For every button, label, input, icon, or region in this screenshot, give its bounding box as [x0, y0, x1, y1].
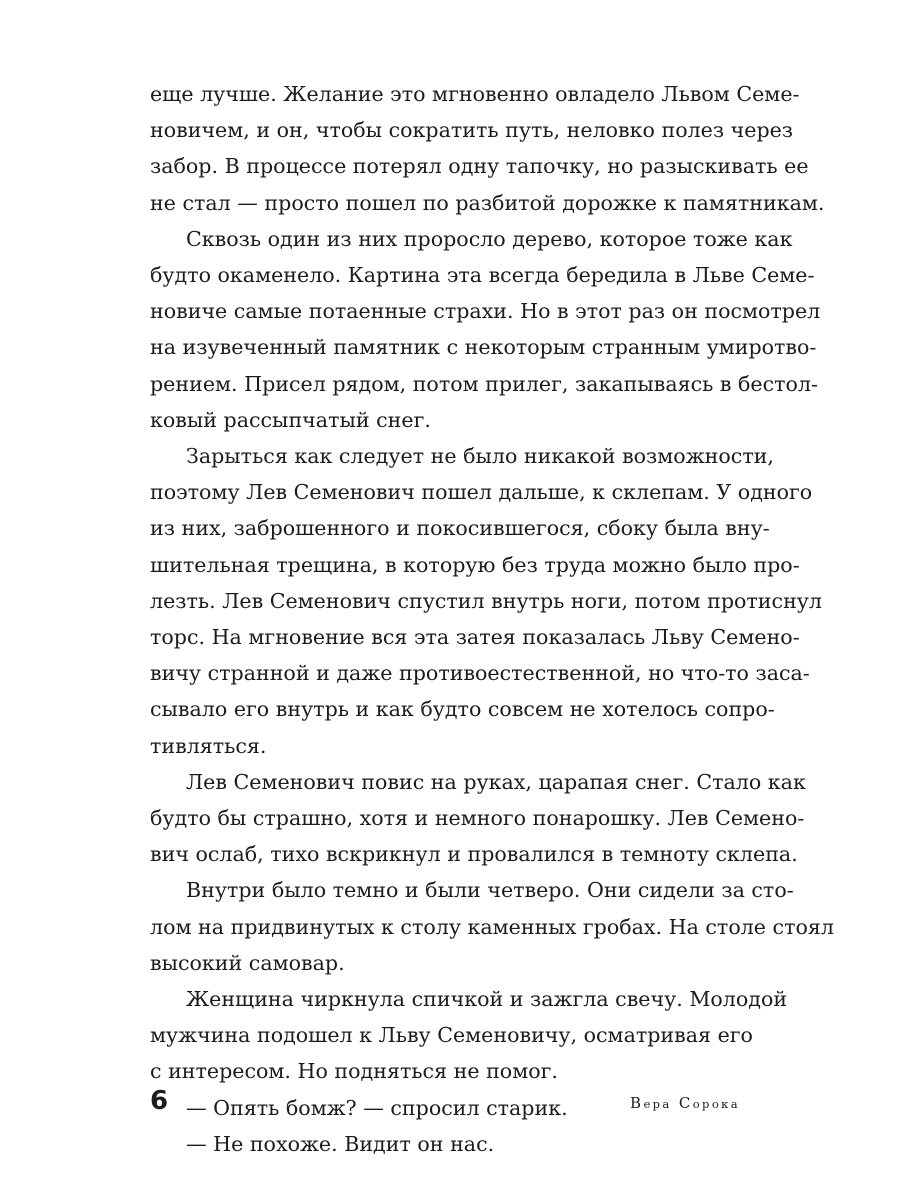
- text-line: Сквозь один из них проросло дерево, которое тоже как: [186, 226, 793, 251]
- text-line: забор. В процессе потерял одну тапочку, но разыскивать ее: [150, 154, 809, 179]
- text-line: будто бы страшно, хотя и немного понарошку. Лев Семено-: [150, 806, 805, 831]
- text-line: из них, заброшенного и покосившегося, сбоку была вну-: [150, 516, 770, 541]
- text-line: будто окаменело. Картина эта всегда бередила в Льве Семе-: [150, 263, 815, 288]
- text-line: тивляться.: [150, 733, 267, 758]
- text-line: мужчина подошел к Льву Семеновичу, осматривая его: [150, 1023, 753, 1048]
- paragraph: [150, 764, 806, 873]
- text-line: с интересом. Но подняться не помог.: [150, 1059, 558, 1084]
- text-line: шительная трещина, в которую без труда можно было про-: [150, 552, 800, 577]
- text-line: на изувеченный памятник с некоторым странным умиротво-: [150, 335, 817, 360]
- text-line: — Опять бомж? — спросил старик.: [186, 1095, 568, 1120]
- text-line: — Не похоже. Видит он нас.: [186, 1131, 495, 1156]
- text-line: еще лучше. Желание это мгновенно овладело Львом Семе-: [150, 82, 800, 106]
- page-footer: [150, 1085, 740, 1125]
- text-line: высокий самовар.: [150, 950, 345, 975]
- text-line: сывало его внутрь и как будто совсем не хотелось сопро-: [150, 697, 775, 722]
- author-first-name-initial: В: [630, 1094, 644, 1112]
- paragraph: [150, 872, 834, 981]
- text-line: вич ослаб, тихо вскрикнул и провалился в темноту склепа.: [150, 842, 798, 867]
- text-line: торс. На мгновение вся эта затея показалась Льву Семено-: [150, 625, 800, 650]
- text-line: новичем, и он, чтобы сократить путь, неловко полез через: [150, 118, 794, 143]
- text-line: Внутри было темно и были четверо. Они сидели за сто-: [186, 878, 794, 903]
- text-line: поэтому Лев Семенович пошел дальше, к склепам. У одного: [150, 480, 813, 505]
- text-line: рением. Присел рядом, потом прилег, закапываясь в бестол-: [150, 371, 818, 396]
- text-line: ковый рассыпчатый снег.: [150, 407, 431, 432]
- text-line: Зарыться как следует не было никакой возможности,: [186, 444, 774, 469]
- author-last-name-initial: С: [678, 1094, 693, 1112]
- author-first-name-rest: ера: [643, 1097, 672, 1111]
- text-line: вичу странной и даже противоестественной, но что-то заса-: [150, 661, 810, 686]
- page-number: 6: [150, 1086, 169, 1116]
- paragraph: [150, 981, 788, 1090]
- paragraph: [150, 221, 821, 438]
- dialogue-line: [150, 1126, 740, 1162]
- running-head-author: [630, 1093, 740, 1114]
- text-line: Женщина чиркнула спичкой и зажгла свечу. Молодой: [186, 987, 788, 1012]
- text-line: новиче самые потаенные страхи. Но в этот раз он посмотрел: [150, 299, 821, 324]
- author-last-name-rest: орока: [692, 1097, 740, 1111]
- text-line: лезть. Лев Семенович спустил внутрь ноги, потом протиснул: [150, 588, 822, 613]
- text-line: лом на придвинутых к столу каменных гробах. На столе стоял: [150, 914, 834, 939]
- paragraph: [150, 438, 822, 764]
- text-line: Лев Семенович повис на руках, царапая снег. Стало как: [186, 769, 806, 794]
- text-line: не стал — просто пошел по разбитой дорожке к памятникам.: [150, 190, 825, 215]
- paragraph: [150, 76, 825, 221]
